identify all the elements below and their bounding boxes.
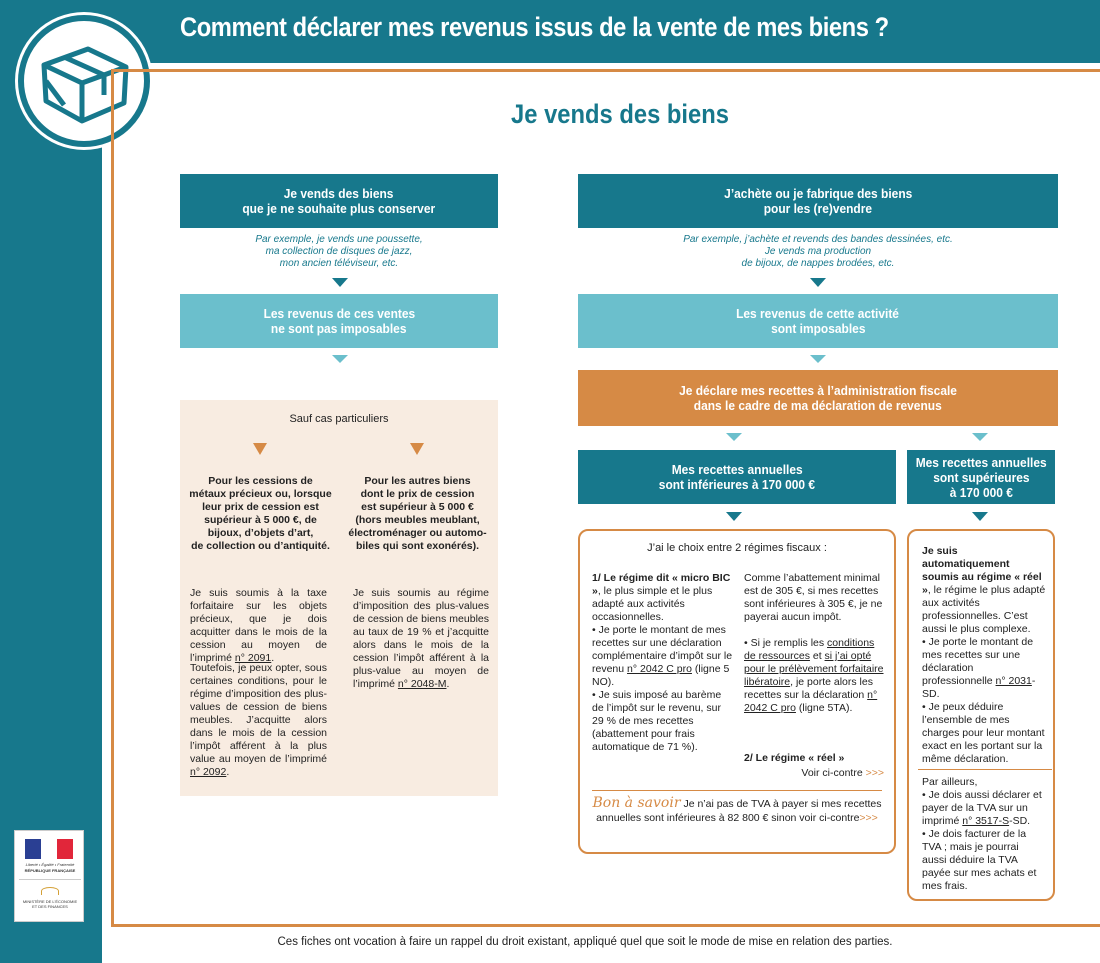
micro-bic-b1-end: (ligne 5 NO). — [592, 663, 730, 688]
arrow-down-icon — [972, 433, 988, 441]
box-not-taxable-line1: Les revenus de ces ventes — [263, 306, 415, 321]
arrow-down-icon — [810, 278, 826, 287]
arrow-down-icon — [410, 443, 424, 455]
pfl-a: • Si je remplis les — [744, 637, 828, 649]
reel-b1-end: -SD. — [922, 675, 1036, 700]
reel-b3: • Je dois aussi déclarer et payer de la TVA sur un imprimé — [922, 789, 1042, 827]
ministry-name-line2: ET DES FINANCES — [32, 904, 68, 909]
precious-goods-option-text — [190, 662, 327, 779]
left-example — [180, 234, 498, 270]
form-2042cpro-link[interactable]: n° 2042 C pro — [627, 663, 692, 675]
col1-head-line: Pour les cessions de — [208, 475, 313, 487]
col1-p1-end: . — [271, 652, 275, 664]
right-example-line1: Par exemple, j’achète et revends des bandes dessinées, etc. — [683, 234, 953, 245]
page-header-title: Comment déclarer mes revenus issus de la vente de mes biens ? — [180, 12, 889, 42]
republic-name: RÉPUBLIQUE FRANÇAISE — [24, 868, 76, 873]
reel-vat-text — [922, 776, 1046, 893]
special-cases-title: Sauf cas particuliers — [289, 413, 389, 425]
micro-bic-text — [592, 572, 735, 754]
form-2091-link[interactable]: n° 2091 — [234, 652, 272, 664]
col1-head-line: supérieur à 5 000 €, de — [204, 514, 317, 526]
reel-intro: , le régime le plus adapté aux activités professionnelles. C’est aussi le plus complexe. — [922, 584, 1046, 635]
good-to-know-text1: Je n’ai pas de TVA à payer si mes recettes — [680, 798, 882, 810]
box-taxable-line2: sont imposables — [770, 321, 866, 336]
reel-b3-end: -SD. — [1009, 815, 1031, 827]
box-taxable-line1: Les revenus de cette activité — [736, 306, 900, 321]
col2-p1-end: . — [446, 678, 450, 690]
minimum-allowance-text: Comme l’abattement minimal est de 305 €, si mes recettes sont inférieures à 305 €, je ne payerai aucun impôt. — [744, 572, 883, 623]
col2-head-line: Pour les autres biens — [364, 475, 471, 487]
col2-head-line: dont le prix de cession — [360, 488, 475, 500]
good-to-know-text2: annuelles sont inférieures à 82 800 € sinon voir ci-contre — [596, 812, 860, 824]
divider — [19, 879, 81, 880]
reel-b1: • Je porte le montant de mes recettes sur une déclaration professionnelle — [922, 636, 1034, 687]
box-below-line2: sont inférieures à 170 000 € — [658, 477, 816, 492]
arrow-down-icon — [332, 355, 348, 363]
reel-regime-title: 2/ Le régime « réel » — [744, 752, 845, 764]
col1-p2-text: Toutefois, je peux opter, sous certaines conditions, pour le régime d’imposition des plus-values de cession de biens meubles. J’acquitte alors dans le mois de la cession l’impôt afférent à la plus value au moyen de l’imprimé — [190, 662, 327, 765]
right-example — [578, 234, 1058, 270]
col1-p1-text: Je suis soumis à la taxe forfaitaire sur les objets précieux, que je dois acquitter dans le mois de la cession au moyen de l’imprimé — [190, 587, 327, 664]
micro-bic-title: 1/ Le régime dit « micro BIC » — [592, 572, 731, 597]
box-resell-line2: pour les (re)vendre — [763, 201, 873, 216]
right-example-line3: de bijoux, de nappes brodées, etc. — [741, 258, 895, 269]
form-2048m-link[interactable]: n° 2048-M — [397, 678, 447, 690]
arrow-down-icon — [726, 433, 742, 441]
arrow-right-icon: >>> — [859, 812, 878, 824]
form-2031-link[interactable]: n° 2031 — [995, 675, 1032, 687]
box-below-line1: Mes recettes annuelles — [671, 462, 803, 477]
col1-head-line: métaux précieux ou, lorsque — [189, 488, 332, 500]
col1-head-line: leur prix de cession est — [202, 501, 319, 513]
precious-goods-heading — [188, 475, 333, 553]
arrow-down-icon — [810, 355, 826, 363]
box-not-taxable-line2: ne sont pas imposables — [271, 321, 407, 336]
arrow-right-icon: >>> — [865, 767, 884, 779]
micro-bic-intro: , le plus simple et le plus adapté aux activités occasionnelles. — [592, 585, 713, 623]
box-not-taxable — [180, 294, 498, 348]
good-to-know — [580, 796, 894, 825]
precious-goods-text — [190, 587, 327, 665]
reel-b4: • Je dois facturer de la TVA ; mais je pourrai aussi déduire la TVA payée sur mes achats et mes frais. — [922, 828, 1037, 892]
ministry-emblem-icon — [41, 887, 59, 895]
right-example-line2: Je vends ma production — [764, 246, 872, 257]
arrow-down-icon — [972, 512, 988, 521]
other-goods-text — [353, 587, 489, 691]
box-not-keep-line2: que je ne souhaite plus conserver — [242, 201, 436, 216]
republic-motto: Liberté • Égalité • Fraternité — [25, 862, 75, 867]
reel-b2: • Je peux déduire l’ensemble de mes charges pour leur montant exact en les portant sur la même déclaration. — [922, 701, 1045, 765]
pfl-b: et — [809, 650, 825, 662]
micro-bic-right-text — [744, 572, 884, 715]
form-2092-link[interactable]: n° 2092 — [190, 766, 227, 778]
left-example-line2: ma collection de disques de jazz, — [265, 246, 413, 257]
box-resell-line1: J’achète ou je fabrique des biens — [723, 186, 913, 201]
footer-disclaimer: Ces fiches ont vocation à faire un rappel du droit existant, appliqué quel que soit le mode de mise en relation des parties. — [277, 936, 893, 948]
main-title: Je vends des biens — [511, 99, 729, 129]
box-taxable — [578, 294, 1058, 348]
left-example-line3: mon ancien téléviseur, etc. — [279, 258, 399, 269]
pfl-c: , je porte alors les recettes sur la déclaration — [744, 676, 873, 701]
see-opposite-link[interactable] — [744, 767, 884, 780]
pfl-text — [744, 637, 884, 715]
box-not-keep-line1: Je vends des biens — [284, 186, 394, 201]
form-2042cpro-link-2[interactable]: n° 2042 C pro — [744, 689, 878, 714]
box-above-line3: à 170 000 € — [949, 484, 1013, 500]
box-below-threshold — [578, 450, 896, 504]
col2-head-line: est supérieur à 5 000 € — [361, 501, 474, 513]
ministry-name-line1: MINISTÈRE DE L’ÉCONOMIE — [22, 899, 78, 904]
box-not-keep — [180, 174, 498, 228]
arrow-down-icon — [332, 278, 348, 287]
col1-head-line: de collection ou d’antiquité. — [191, 540, 330, 552]
other-goods-heading — [345, 475, 490, 553]
col2-head-line: électroménager ou automo- — [348, 527, 487, 539]
form-3517s-link[interactable]: n° 3517-S — [962, 815, 1010, 827]
arrow-down-icon — [726, 512, 742, 521]
col2-p1-text: Je suis soumis au régime d’imposition des plus-values de cession de biens meubles au taux de 19 % et j’acquitte alors dans le mois de la cession l’impôt afférent à la plus-value au moyen de l’imprimé — [353, 587, 489, 690]
good-to-know-label: Bon à savoir — [592, 795, 681, 811]
french-flag-icon — [25, 839, 73, 859]
republic-logo — [14, 830, 84, 922]
reel-regime-text — [922, 545, 1046, 766]
arrow-down-icon — [253, 443, 267, 455]
conditions-link[interactable]: conditions de ressources — [744, 637, 875, 662]
divider — [918, 769, 1052, 770]
left-example-line1: Par exemple, je vends une poussette, — [255, 234, 423, 245]
choice-title: J’ai le choix entre 2 régimes fiscaux : — [647, 542, 827, 554]
pfl-option-link[interactable]: si j’ai opté pour le prélèvement forfaitaire libératoire — [744, 650, 884, 688]
col1-p2-end: . — [226, 766, 230, 778]
box-above-line1: Mes recettes annuelles — [915, 454, 1047, 470]
col1-head-line: bijoux, d’objets d’art, — [207, 527, 314, 539]
divider — [592, 790, 882, 791]
col2-head-line: (hors meubles meublant, — [355, 514, 480, 526]
box-above-line2: sont supérieures — [932, 469, 1030, 485]
box-above-threshold — [907, 450, 1055, 504]
micro-bic-b1: • Je porte le montant de mes recettes sur une déclaration complémentaire d’impôt sur le revenu — [592, 624, 733, 675]
pfl-d: (ligne 5TA). — [795, 702, 853, 714]
box-resell — [578, 174, 1058, 228]
micro-bic-b2: • Je suis imposé au barème de l’impôt sur le revenu, sur 29 % de mes recettes (abattement pour frais automatique de 71 %). — [592, 689, 722, 753]
box-declare-line1: Je déclare mes recettes à l’administration fiscale — [679, 383, 957, 398]
box-declare — [578, 370, 1058, 426]
reel-p2: Par ailleurs, — [922, 776, 978, 788]
box-declare-line2: dans le cadre de ma déclaration de revenus — [694, 398, 942, 413]
see-opposite-text: Voir ci-contre — [801, 767, 863, 779]
col2-head-line: biles qui sont exonérés). — [355, 540, 480, 552]
reel-auto-title: Je suis automatiquement soumis au régime « réel » — [922, 545, 1042, 596]
